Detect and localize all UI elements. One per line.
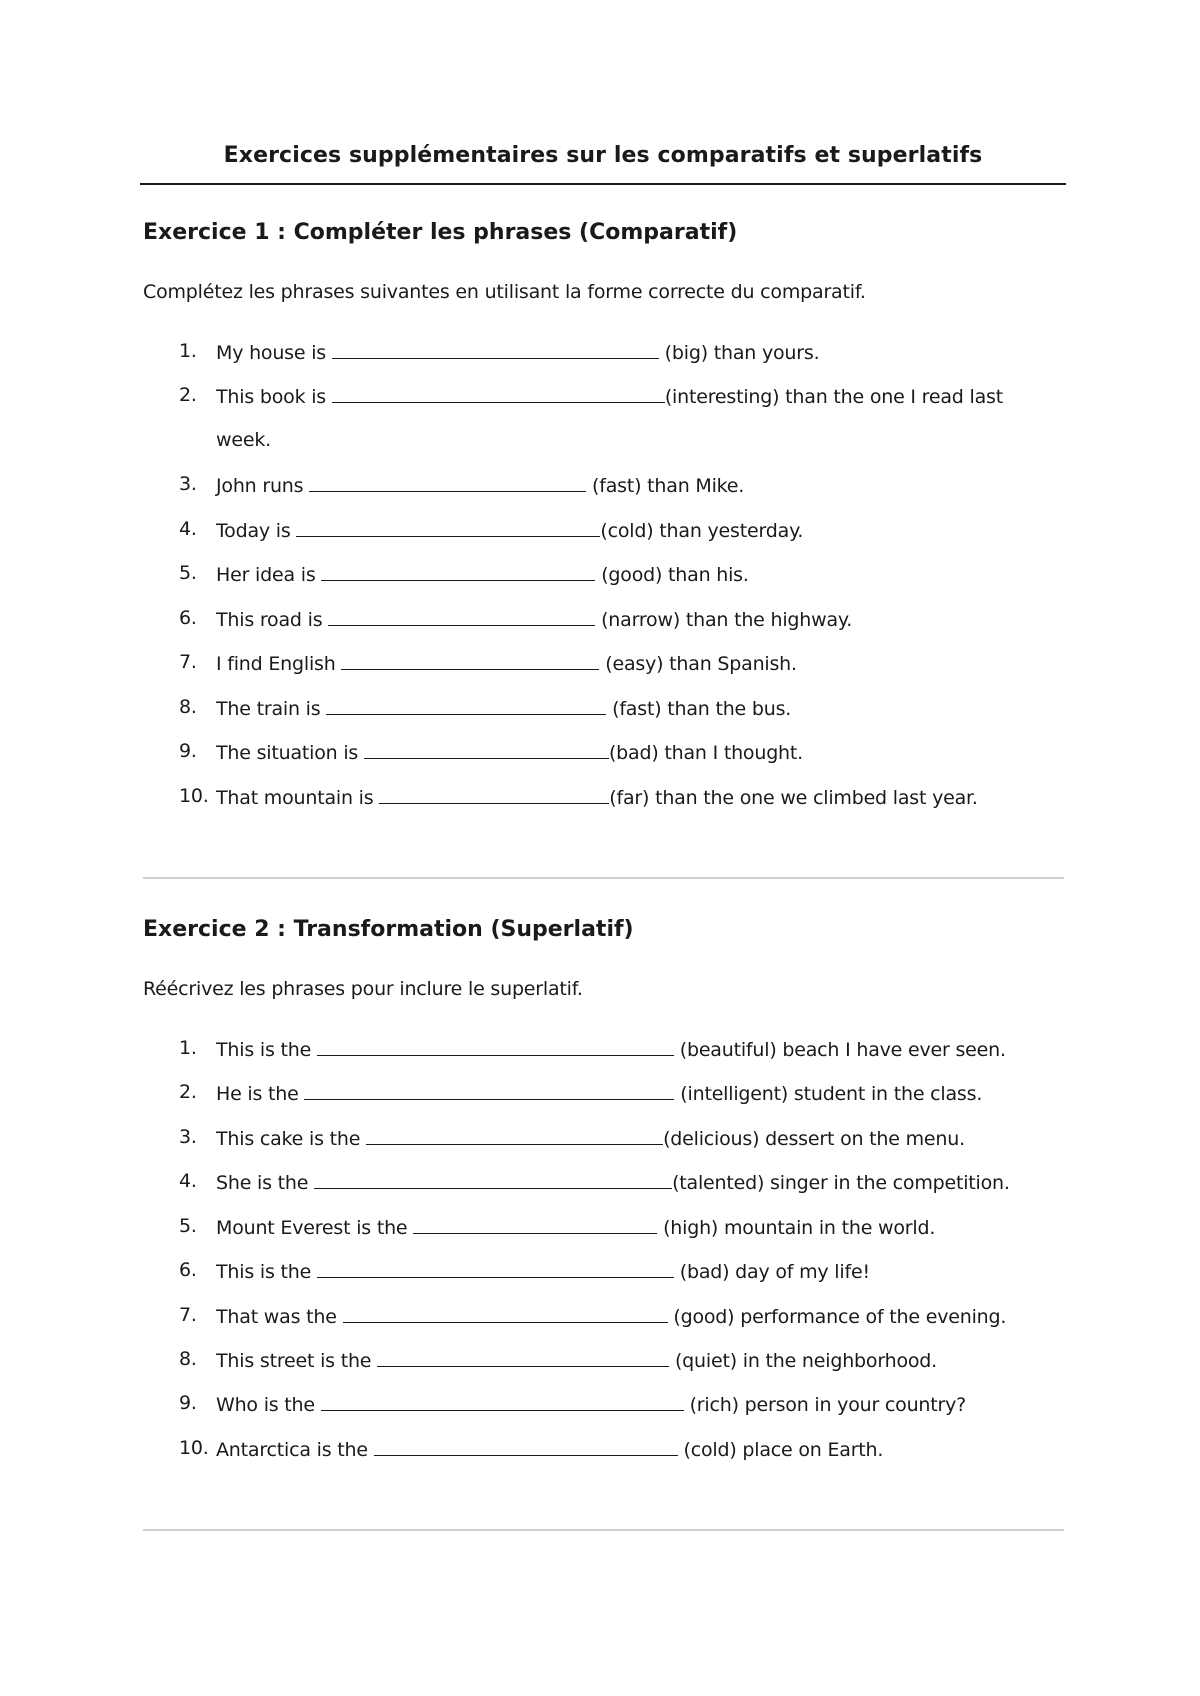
item-text-after: (rich) person in your country? [683, 1394, 967, 1416]
page-title: Exercices supplémentaires sur les comparatifs et superlatifs [223, 143, 983, 168]
answer-blank[interactable] [364, 740, 609, 759]
item-text-after: (far) than the one we climbed last year. [609, 787, 978, 809]
item-text-before: This road is [216, 609, 329, 631]
answer-blank[interactable] [304, 1081, 674, 1100]
item-number: 2. [179, 1081, 197, 1103]
answer-blank[interactable] [326, 696, 606, 715]
item-number: 7. [179, 651, 197, 673]
answer-blank[interactable] [374, 1437, 678, 1456]
exercise2-heading: Exercice 2 : Transformation (Superlatif) [143, 917, 634, 942]
answer-blank[interactable] [314, 1170, 672, 1189]
item-text-after: (fast) than the bus. [606, 698, 792, 720]
item-text-after: (interesting) than the one I read last [664, 386, 1003, 408]
answer-blank[interactable] [321, 1392, 684, 1411]
item-number: 10. [179, 1437, 209, 1459]
item-text-after: (good) performance of the evening. [667, 1306, 1007, 1328]
item-number: 8. [179, 696, 197, 718]
item-text-before: Today is [216, 520, 297, 542]
item-number: 5. [179, 1215, 197, 1237]
item-number: 9. [179, 740, 197, 762]
item-text-before: Mount Everest is the [216, 1217, 414, 1239]
answer-blank[interactable] [309, 473, 586, 492]
item-text-after: (high) mountain in the world. [657, 1217, 936, 1239]
answer-blank[interactable] [377, 1348, 669, 1367]
item-text-before: This is the [216, 1261, 317, 1283]
answer-blank[interactable] [343, 1304, 668, 1323]
item-text-before: John runs [216, 475, 310, 497]
section-divider [143, 877, 1064, 879]
item-text-before: This cake is the [216, 1128, 367, 1150]
item-text-before: The train is [216, 698, 327, 720]
answer-blank[interactable] [413, 1215, 657, 1234]
item-text-after: (cold) than yesterday. [600, 520, 804, 542]
item-text-before: My house is [216, 342, 332, 364]
exercise1-instruction: Complétez les phrases suivantes en utilisant la forme correcte du comparatif. [143, 281, 866, 303]
item-number: 3. [179, 473, 197, 495]
answer-blank[interactable] [317, 1037, 674, 1056]
answer-blank[interactable] [328, 607, 595, 626]
item-number: 1. [179, 340, 197, 362]
item-text-before: I find English [216, 653, 342, 675]
exercise2-instruction: Réécrivez les phrases pour inclure le superlatif. [143, 978, 583, 1000]
item-number: 4. [179, 518, 197, 540]
section-divider [143, 1529, 1064, 1531]
title-underline [140, 183, 1066, 185]
answer-blank[interactable] [317, 1259, 674, 1278]
answer-blank[interactable] [332, 340, 659, 359]
item-text-after: (narrow) than the highway. [595, 609, 853, 631]
answer-blank[interactable] [341, 651, 599, 670]
item-number: 5. [179, 562, 197, 584]
item-text-after: (bad) day of my life! [673, 1261, 870, 1283]
answer-blank[interactable] [296, 518, 600, 537]
item-number: 9. [179, 1392, 197, 1414]
item-number: 2. [179, 384, 197, 406]
item-text-after: (intelligent) student in the class. [674, 1083, 983, 1105]
item-text-before: This book is [216, 386, 332, 408]
exercise1-heading: Exercice 1 : Compléter les phrases (Comparatif) [143, 220, 738, 245]
item-text-after: (good) than his. [595, 564, 749, 586]
item-number: 6. [179, 607, 197, 629]
item-number: 3. [179, 1126, 197, 1148]
exercise1-item-2-continuation: week. [216, 429, 271, 451]
item-text-after: (delicious) dessert on the menu. [663, 1128, 965, 1150]
item-text-before: The situation is [216, 742, 364, 764]
item-text-before: She is the [216, 1172, 315, 1194]
item-text-after: (fast) than Mike. [586, 475, 745, 497]
answer-blank[interactable] [332, 384, 665, 403]
item-text-after: (cold) place on Earth. [677, 1439, 884, 1461]
item-number: 10. [179, 785, 209, 807]
item-number: 6. [179, 1259, 197, 1281]
item-number: 1. [179, 1037, 197, 1059]
item-text-before: Antarctica is the [216, 1439, 374, 1461]
item-text-before: That was the [216, 1306, 343, 1328]
item-text-after: (big) than yours. [658, 342, 820, 364]
answer-blank[interactable] [321, 562, 595, 581]
item-text-before: This street is the [216, 1350, 378, 1372]
item-text-after: (beautiful) beach I have ever seen. [673, 1039, 1006, 1061]
item-text-before: He is the [216, 1083, 305, 1105]
item-number: 4. [179, 1170, 197, 1192]
item-text-after: (quiet) in the neighborhood. [669, 1350, 937, 1372]
item-text-before: This is the [216, 1039, 317, 1061]
answer-blank[interactable] [366, 1126, 663, 1145]
item-text-after: (talented) singer in the competition. [672, 1172, 1010, 1194]
answer-blank[interactable] [379, 785, 609, 804]
item-number: 8. [179, 1348, 197, 1370]
item-text-before: That mountain is [216, 787, 380, 809]
item-number: 7. [179, 1304, 197, 1326]
item-text-before: Who is the [216, 1394, 321, 1416]
item-text-after: (bad) than I thought. [608, 742, 803, 764]
item-text-after: (easy) than Spanish. [599, 653, 797, 675]
item-text-before: Her idea is [216, 564, 322, 586]
